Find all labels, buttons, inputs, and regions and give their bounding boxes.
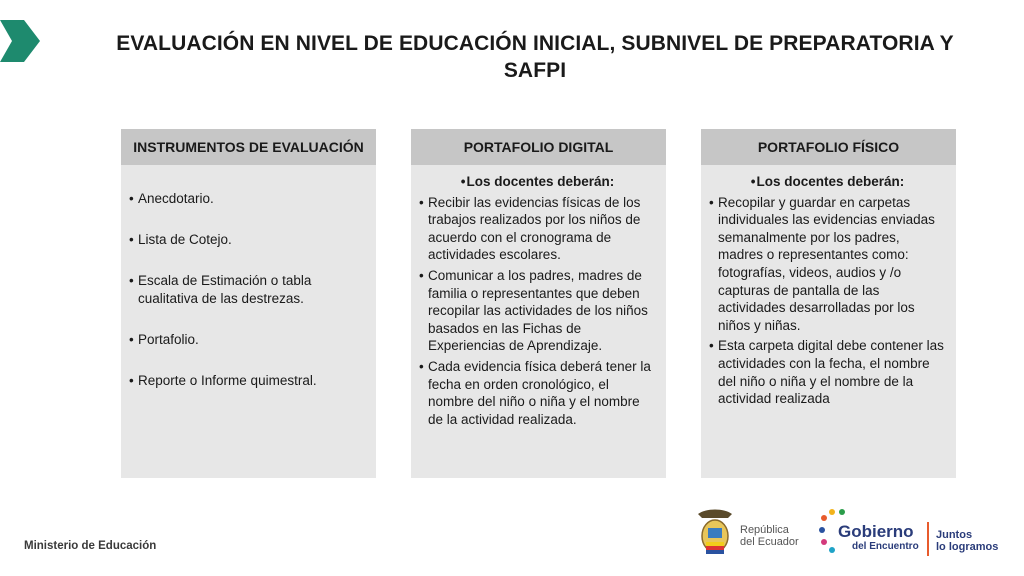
arrow-logo-icon [0,14,42,68]
ministry-logo-text: Ministerio de Educación [24,540,157,552]
column-header: PORTAFOLIO FÍSICO [701,129,956,165]
column-header: PORTAFOLIO DIGITAL [411,129,666,165]
instruments-list [129,190,366,390]
juntos-slogan: Juntos lo logramos [936,529,999,553]
physical-portfolio-column [701,129,956,478]
digital-portfolio-column [411,129,666,478]
page-title: EVALUACIÓN EN NIVEL DE EDUCACIÓN INICIAL, SUBNIVEL DE PREPARATORIA Y SAFPI [116,32,954,82]
physical-portfolio-list [709,194,946,408]
gobierno-logo-text: Gobierno del Encuentro [838,522,919,552]
column-lead: • Los docentes deberán: [709,173,946,191]
column-lead: • Los docentes deberán: [419,173,656,191]
logo-divider [927,522,929,556]
list-item: • Comunicar a los padres, madres de familia o representantes que deben recopilar las actividades de los niños basados en las Fichas de Experiencias de Aprendizaje. [419,267,656,355]
republic-logo-text: República del Ecuador [740,524,799,548]
instruments-column [121,129,376,478]
column-header: INSTRUMENTOS DE EVALUACIÓN [121,129,376,165]
list-item: • Escala de Estimación o tabla cualitativa de las destrezas. [129,272,366,307]
list-item: • Esta carpeta digital debe contener las actividades con la fecha, el nombre del niño o niña y el nombre de la actividad realizada [709,337,946,407]
list-item: • Lista de Cotejo. [129,231,366,249]
list-item: • Anecdotario. [129,190,366,208]
list-item: • Recopilar y guardar en carpetas individuales las evidencias enviadas semanalmente por los padres, madres o representantes como: fotografías, videos, audios y /o capturas de pantalla de las actividades desarrolladas por los niños y niñas. [709,194,946,335]
list-item: • Portafolio. [129,331,366,349]
list-item: • Cada evidencia física deberá tener la fecha en orden cronológico, el nombre del niño o niña y el nombre de la actividad realizada. [419,358,656,428]
list-item: • Reporte o Informe quimestral. [129,372,366,390]
coat-of-arms-icon [694,506,736,558]
list-item: • Recibir las evidencias físicas de los trabajos realizados por los niños de acuerdo con el cronograma de actividades escolares. [419,194,656,264]
digital-portfolio-list [419,194,656,429]
